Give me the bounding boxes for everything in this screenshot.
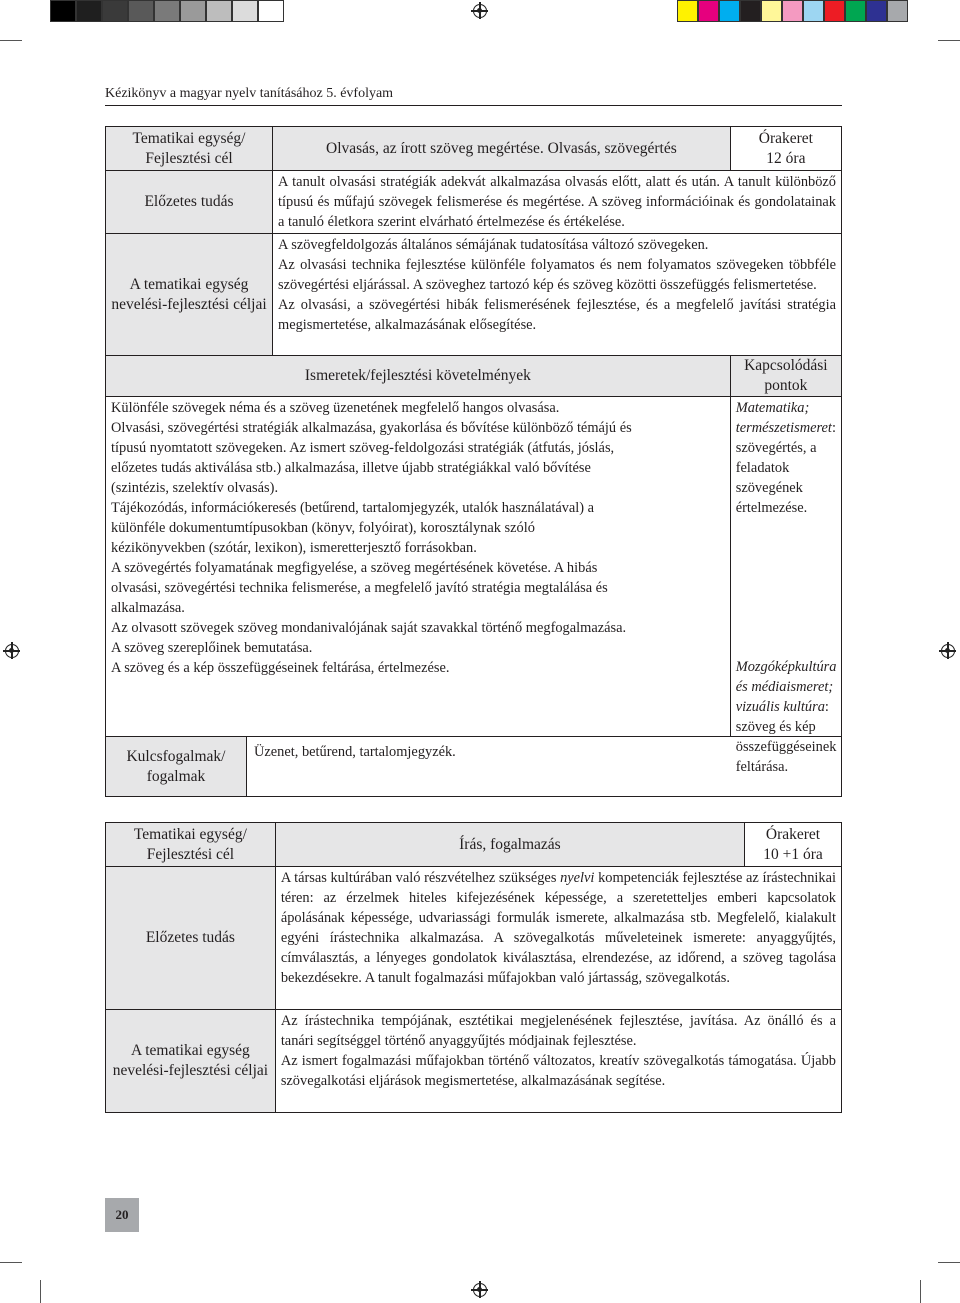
unit-title: Olvasás, az írott szöveg megértése. Olvasás, szövegértés — [273, 127, 731, 171]
process-swatch — [677, 0, 698, 22]
process-swatch — [887, 0, 908, 22]
link-subject: Matematika; természetismeret — [735, 400, 832, 436]
crop-mark — [40, 1280, 41, 1303]
prior-text-b: kompetenciák fejlesztése az írástechnikai téren: az érzelmek hiteles kifejezésének képessége, a szeretetteljes emberi kapcsolatok ápolásának képessége, udvariassági formulák ismerete, alkalmazása stb. Megfelelő, kialakult egyéni írástechnika alkalmazása. A szövegalkotás műveleteinek ismerete: anyaggyűjtés, címválasztás, a lényeges gondolatok kiválasztása, elrendezése, az időrend, a szöveg tagolása bekezdésekre. A tanult fogalmazási műfajokban való jártasság, szövegalkotás. — [280, 870, 836, 986]
goals-cell — [275, 1010, 841, 1113]
label-goals: A tematikai egység nevelési-fejlesztési céljai — [106, 234, 273, 356]
goal-paragraph: A szövegfeldolgozás általános sémájának tudatosítása változó szövegeken. — [278, 237, 709, 253]
registration-mark-icon — [473, 4, 487, 18]
hours-value: 10 +1 óra — [763, 845, 823, 863]
prior-knowledge-text — [275, 867, 841, 1010]
gray-swatch — [102, 0, 128, 22]
unit-title: Írás, fogalmazás — [275, 823, 744, 867]
gray-swatch — [232, 0, 258, 22]
running-header: Kézikönyv a magyar nyelv tanításához 5. évfolyam — [105, 86, 394, 101]
requirement-item: Tájékozódás, információkeresés (betűrend, tartalomjegyzék, utalók használatával) a különféle dokumentumtípusokban (könyv, folyóirat), korosztálynak szóló kézikönyvekben (szótár, lexikon), ismeretterjesztő forrásokban. — [111, 500, 595, 556]
gray-swatch — [50, 0, 76, 22]
crop-mark — [0, 1262, 22, 1263]
goal-paragraph: Az olvasási, a szövegértési hibák felismerésének fejlesztése, és a megfelelő javítási stratégia megismertetése, alkalmazásának elősegítése. — [278, 297, 836, 333]
crop-mark — [0, 40, 22, 41]
hours-cell — [730, 127, 841, 171]
links-header: Kapcsolódási pontok — [730, 356, 841, 397]
registration-mark-icon — [473, 1283, 487, 1297]
page-number: 20 — [105, 1198, 139, 1232]
goal-paragraph: Az írástechnika tempójának, esztétikai megjelenésének fejlesztése, javítása. Az önálló és a tanári segítséggel történő anyaggyűjtés módjainak fejlesztése. — [280, 1013, 836, 1049]
label-key-concepts: Kulcsfogalmak/ fogalmak — [106, 737, 247, 796]
label-unit: Tematikai egység/ Fejlesztési cél — [106, 823, 276, 867]
link-subject: Mozgóképkultúra és médiaismeret; vizuális kultúra — [735, 659, 837, 715]
link-text: : szöveg és kép összefüggéseinek feltárása. — [735, 699, 837, 775]
key-concepts-text: Üzenet, betűrend, tartalomjegyzék. — [254, 744, 456, 760]
requirement-item: Az olvasott szövegek szöveg mondanivalójának saját szavakkal történő megfogalmazása. A szöveg szereplőinek bemutatása. — [111, 620, 627, 656]
process-swatch — [866, 0, 887, 22]
prior-knowledge-text: A tanult olvasási stratégiák adekvát alkalmazása olvasás előtt, alatt és után. A tanult különböző típusú és műfajú szövegek felismerése és megértése. A szöveg információinak és gondolatainak a tanuló életkora szerint elvárható értelmezése és értékelése. — [273, 171, 842, 234]
crop-mark — [938, 40, 960, 41]
link-item-media — [736, 657, 836, 777]
gray-swatch — [206, 0, 232, 22]
requirement-item: A szövegértés folyamatának megfigyelése, a szöveg megértésének követése. A hibás olvasási, szövegértési technika felismerése, a megfelelő javító stratégia megtalálása és alkalmazása. — [111, 560, 608, 616]
gray-swatch — [128, 0, 154, 22]
links-cell — [730, 397, 841, 775]
gray-swatch — [180, 0, 206, 22]
prior-text-italic: nyelvi — [560, 870, 595, 886]
hours-value: 12 óra — [766, 149, 806, 167]
goals-cell — [273, 234, 842, 356]
header-rule — [105, 105, 842, 106]
registration-mark-icon — [941, 644, 955, 658]
link-text: : szövegértés, a feladatok szövegének értelmezése. — [735, 420, 836, 516]
curriculum-table-reading — [105, 126, 842, 797]
process-swatch — [845, 0, 866, 22]
curriculum-table-writing — [105, 822, 842, 1113]
label-goals: A tematikai egység nevelési-fejlesztési céljai — [106, 1010, 276, 1113]
process-swatch — [719, 0, 740, 22]
gray-swatch — [258, 0, 284, 22]
process-swatch — [803, 0, 824, 22]
crop-mark — [938, 1262, 960, 1263]
requirement-item: Olvasási, szövegértési stratégiák alkalmazása, gyakorlása és bővítése különböző témájú és típusú nyomtatott szövegeken. Az ismert szöveg-feldolgozási stratégiák (átfutás, jóslás, előzetes tudás aktiválása stb.) alkalmazása, illetve újabb stratégiákkal való bővítése (szintézis, szelektív olvasás). — [111, 420, 632, 496]
process-swatch — [824, 0, 845, 22]
prior-text-a: A társas kultúrában való részvételhez szükséges — [280, 870, 561, 886]
requirements-cell — [106, 397, 731, 737]
crop-mark — [920, 1280, 921, 1303]
gray-swatch — [154, 0, 180, 22]
hours-label: Órakeret — [765, 825, 821, 843]
hours-cell — [745, 823, 842, 867]
process-swatch — [698, 0, 719, 22]
gray-swatch — [76, 0, 102, 22]
requirements-header: Ismeretek/fejlesztési követelmények — [106, 356, 731, 397]
label-prior-knowledge: Előzetes tudás — [106, 171, 273, 234]
requirement-item: Különféle szövegek néma és a szöveg üzenetének megfelelő hangos olvasása. — [111, 400, 560, 416]
goal-paragraph: Az olvasási technika fejlesztése különféle folyamatos és nem folyamatos szövegeken többféle szövegértési eljárással. A szöveghez tartozó kép és szöveg közötti összefüggés felismertetése. — [278, 257, 836, 293]
label-unit: Tematikai egység/ Fejlesztési cél — [106, 127, 273, 171]
process-swatch — [740, 0, 761, 22]
process-swatch — [761, 0, 782, 22]
goal-paragraph: Az ismert fogalmazási műfajokban történő változatos, kreatív szövegalkotás támogatása. Újabb szövegalkotási eljárások megismertetése, alkalmazásának segítése. — [280, 1053, 836, 1089]
requirement-item: A szöveg és a kép összefüggéseinek feltárása, értelmezése. — [111, 660, 450, 676]
label-prior-knowledge: Előzetes tudás — [106, 867, 276, 1010]
key-concepts-row — [106, 737, 842, 797]
link-item-math — [736, 398, 836, 518]
registration-mark-icon — [5, 644, 19, 658]
hours-label: Órakeret — [758, 129, 813, 147]
process-swatch — [782, 0, 803, 22]
